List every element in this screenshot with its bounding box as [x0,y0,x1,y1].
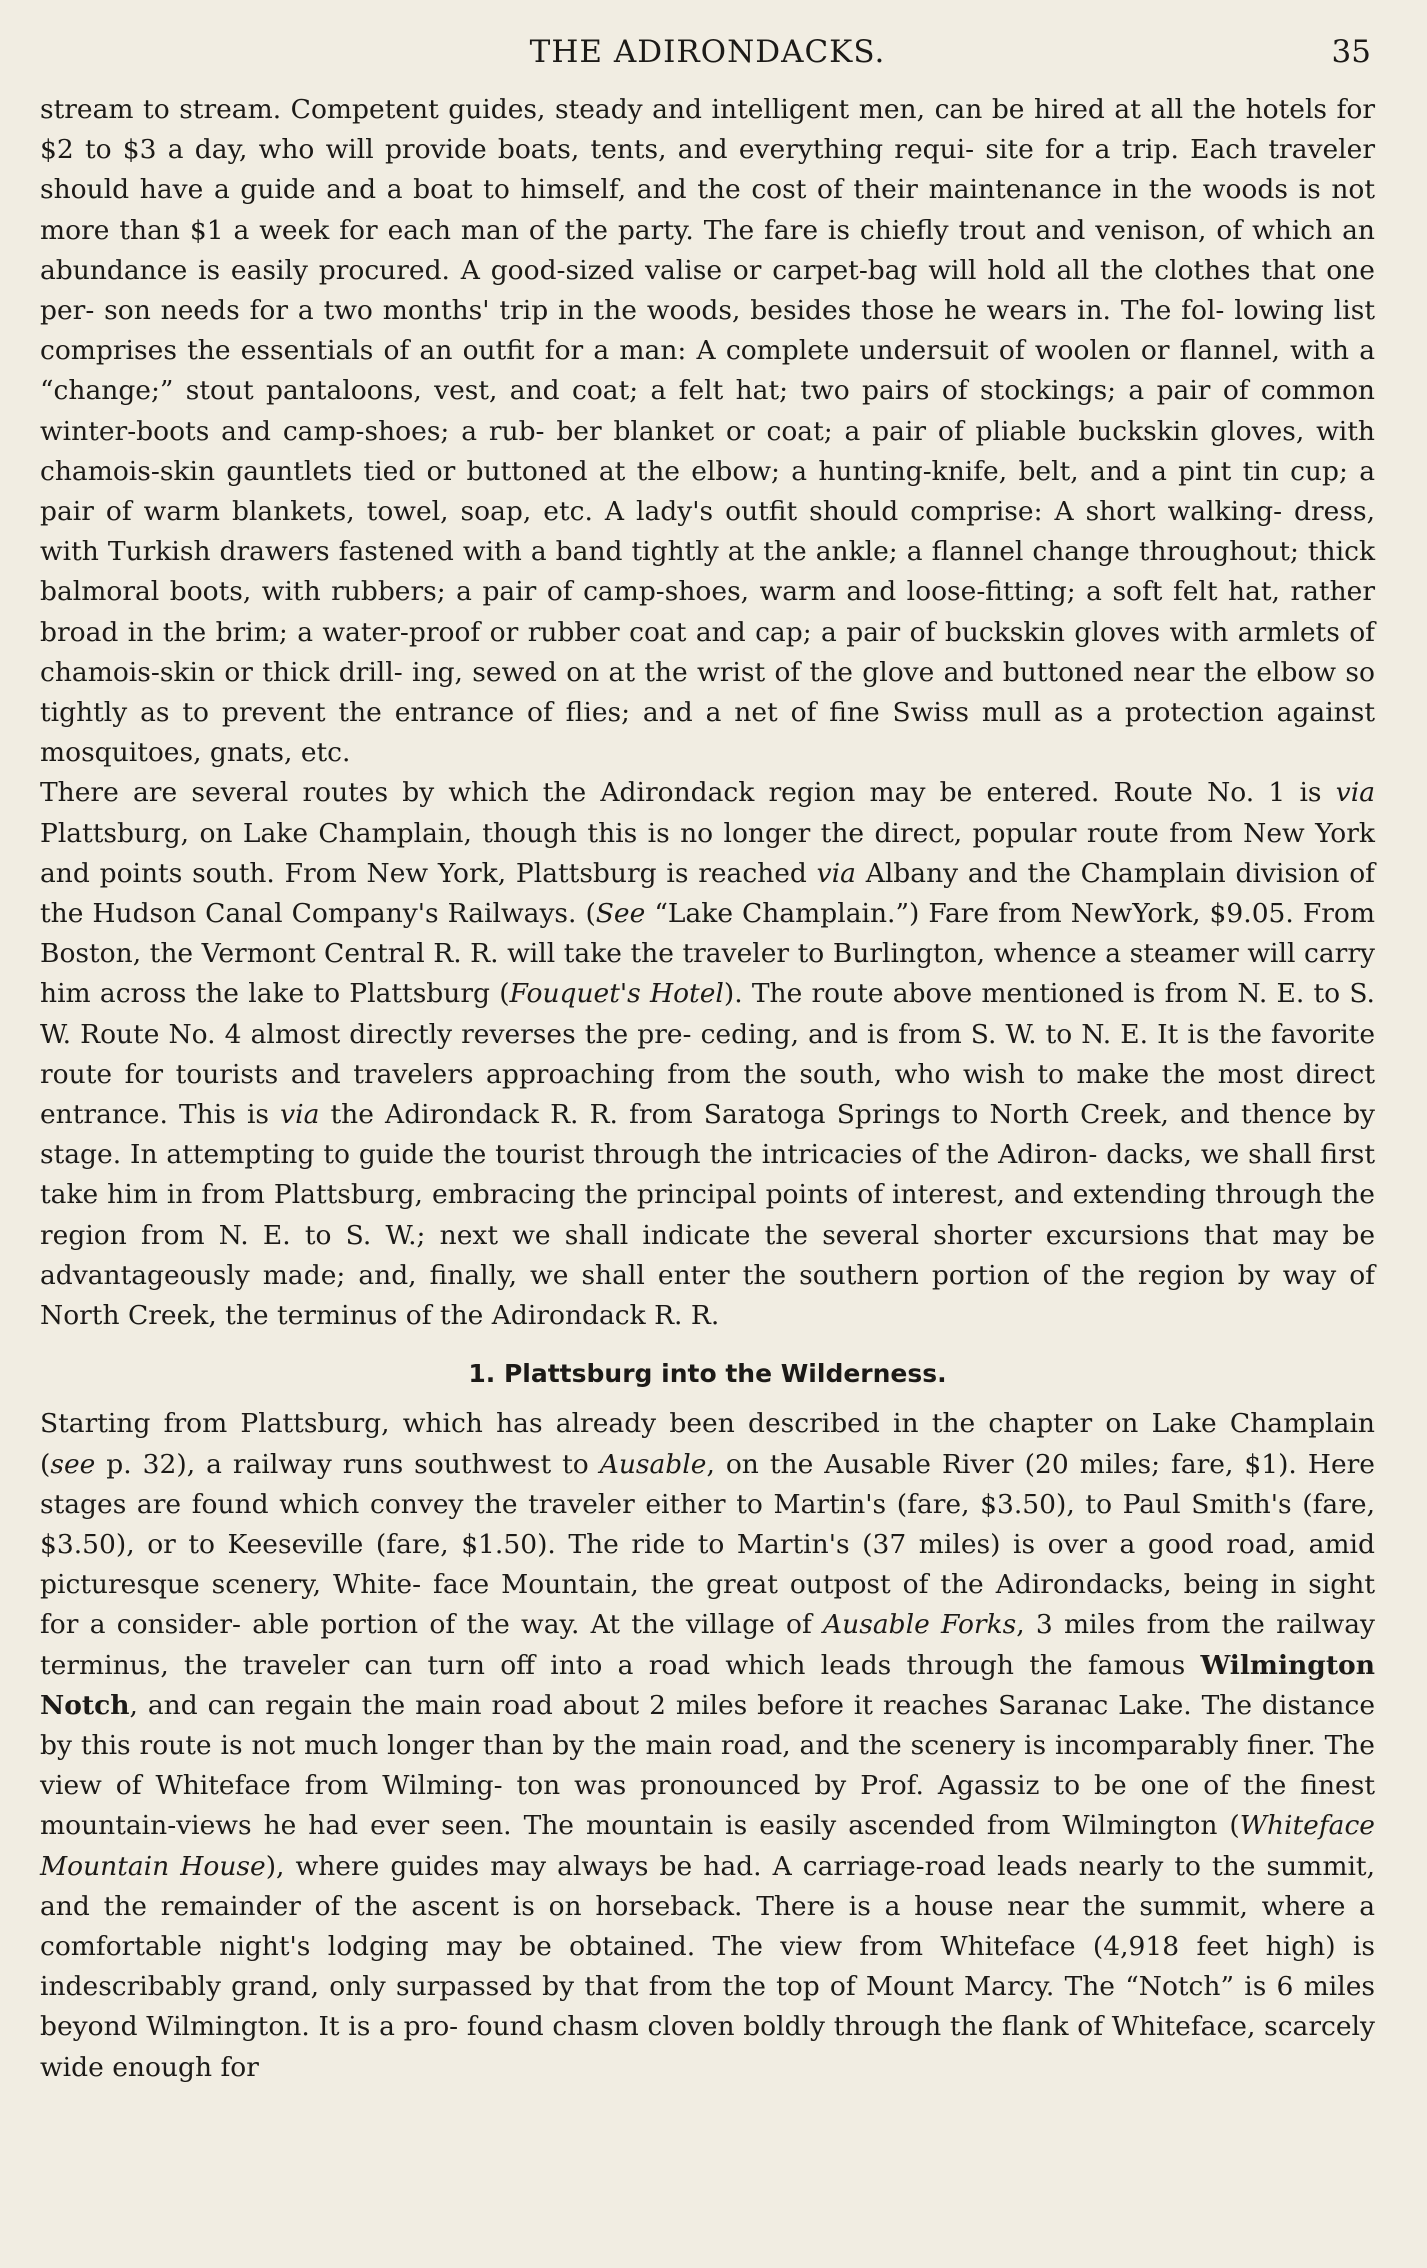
text-run: stream to stream. Competent guides, steady and intelligent men, can be hired at all the hotels for $2 to $3 a day, who will provide boats, tents, and everything requi- site for a trip. Each traveler should have a guide and a boat to himself, and the cost of their maintenance in the woods is not more than $1 a week for each man of the party. The fare is chiefly trout and venison, of which an abundance is easily procured. A good-sized valise or carpet-bag will hold all the clothes that one per- son needs for a two months' trip in the woods, besides those he wears in. The fol- lowing list comprises the essentials of an outfit for a man: A complete undersuit of woolen or flannel, with a “change;” stout pantaloons, vest, and coat; a felt hat; two pairs of stockings; a pair of common winter-boots and camp-shoes; a rub- ber blanket or coat; a pair of pliable buckskin gloves, with chamois-skin gauntlets tied or buttoned at the elbow; a hunting-knife, belt, and a pint tin cup; a pair of warm blankets, towel, soap, etc. A lady's outfit should comprise: A short walking- dress, with Turkish drawers fastened with a band tightly at the ankle; a flannel change throughout; thick balmoral boots, with rubbers; a pair of camp-shoes, warm and loose-fitting; a soft felt hat, rather broad in the brim; a water-proof or rubber coat and cap; a pair of buckskin gloves with armlets of chamois-skin or thick drill- ing, sewed on at the wrist of the glove and buttoned near the elbow so tightly as to prevent the entrance of flies; and a net of fine Swiss mull as a protection against mosquitoes, gnats, etc. [40,94,1375,769]
text-run: the Adirondack R. R. from Saratoga Springs to North Creek, and thence by stage. In attempting to guide the tourist through the intricacies of the Adiron- dacks, we shall first take him in from Plattsburg, embracing the principal points of interest, and extending through the region from N. E. to S. W.; next we shall indicate the several shorter excursions that may be advantageously made; and, finally, we shall enter the southern portion of the region by way of North Creek, the terminus of the Adirondack R. R. [40,1099,1376,1332]
italic-text: via [816,857,856,889]
page-number: 35 [1331,34,1371,70]
text-run: There are several routes by which the Adirondack region may be entered. Route No. 1 is [40,777,1336,809]
paragraph-plattsburg [40,1404,1375,2087]
text-run: , on the Ausable River (20 miles; fare, $1). Here stages are found which convey the traveler either to Martin's (fare, $3.50), to Paul Smith's (fare, $3.50), or to Keeseville (fare, $1.50). The ride to Martin's (37 miles) is over a good road, amid picturesque scenery, White- face Mountain, the great outpost of the Adirondacks, being in sight for a consider- able portion of the way. At the village of [40,1448,1375,1641]
text-run: Albany and the Champlain division of the Hudson Canal Company's Railways. ( [40,857,1375,930]
text-run: , 3 miles from the railway terminus, the traveler can turn off into a road which leads through the famous [40,1609,1375,1681]
running-header [40,34,1375,80]
text-run: ). The route above mentioned is from N. E. to S. W. Route No. 4 almost directly reverses the pre- ceding, and is from S. W. to N. E. It is the favorite route for tourists and travelers approaching from the south, who wish to make the most direct entrance. This is [40,978,1375,1131]
text-run: ), where guides may always be had. A carriage-road leads nearly to the summit, and the remainder of the ascent is on horseback. There is a house near the summit, where a comfortable night's lodging may be obtained. The view from Whiteface (4,918 feet high) is indescribably grand, only surpassed by that from the top of Mount Marcy. The “Notch” is 6 miles beyond Wilmington. It is a pro- found chasm cloven boldly through the flank of Whiteface, scarcely wide enough for [40,1850,1375,2083]
italic-text: Whiteface Mountain House [40,1810,1375,1882]
text-run: p. 32), a railway runs southwest to [95,1448,600,1480]
italic-text: See [595,898,646,930]
body-text [40,90,1375,2088]
italic-text: via [1335,777,1375,809]
italic-text: Ausable Forks [823,1609,1017,1641]
paragraph-outfit [40,90,1375,773]
bold-text: Wilmington Notch [40,1649,1375,1721]
text-run: Starting from Plattsburg, which has already been described in the chapter on Lake Champlain ( [40,1408,1375,1480]
italic-text: Fouquet's Hotel [509,978,724,1010]
italic-text: see [50,1448,96,1480]
text-run: “Lake Champlain.”) Fare from NewYork, $9.05. From Boston, the Vermont Central R. R. will take the traveler to Burlington, whence a steamer will carry him across the lake to Plattsburg ( [40,898,1375,1010]
text-run: Plattsburg, on Lake Champlain, though this is no longer the direct, popular route from New York and points south. From New York, Plattsburg is reached [40,817,1375,889]
text-run: , and can regain the main road about 2 miles before it reaches Saranac Lake. The distance by this route is not much longer than by the main road, and the scenery is incomparably finer. The view of Whiteface from Wilming- ton was pronounced by Prof. Agassiz to be one of the finest mountain-views he had ever seen. The mountain is easily ascended from Wilmington ( [40,1689,1375,1842]
paragraph-routes [40,773,1375,1336]
italic-text: via [280,1099,320,1131]
section-heading: 1. Plattsburg into the Wilderness. [468,1359,947,1389]
running-title: THE ADIRONDACKS. [529,34,886,70]
italic-text: Ausable [599,1448,707,1480]
